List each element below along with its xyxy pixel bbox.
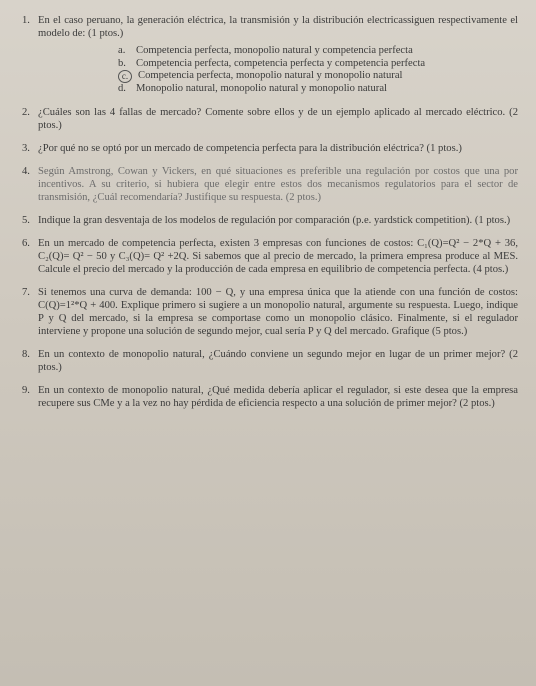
option-b: b. Competencia perfecta, competencia perfecta y competencia perfecta [118,57,426,69]
question-text: Si tenemos una curva de demanda: 100 − Q, y una empresa única que la atiende con una función de costos: C(Q)=1²*Q + 400. Explique primero si sugiere a un monopolio natural, argumente su respuesta. Luego, indique P y Q del mercado, si la empresa se comportase como un monopolio clásico. Finalmente, si el regulador interviene y propone una solución de segundo mejor, cual sería P y Q del mercado. Grafique (5 ptos.) [38,286,518,337]
question-3 [22,142,518,155]
question-text: En el caso peruano, la generación eléctrica, la transmisión y la distribución electricassiguen respectivamente el modelo de: (1 ptos.) [38,15,518,39]
question-number: 1. [22,15,30,26]
option-a: a. Competencia perfecta, monopolio natural y competencia perfecta [118,45,413,56]
question-number: 6. [22,237,30,249]
option-d: d. Monopolio natural, monopolio natural y monopolio natural [118,83,387,94]
question-6 [22,237,518,276]
question-number: 8. [22,348,30,360]
question-text: En un contexto de monopolio natural, ¿Qué medida debería aplicar el regulador, si este desea que la empresa recupere sus CMe y a la vez no hay pérdida de eficiencia respecto a una solución de primer mejor? (2 ptos.) [38,384,518,409]
question-number: 5. [22,214,30,226]
question-number: 9. [22,384,30,396]
question-2 [22,106,518,132]
question-1 [22,14,518,96]
question-7 [22,286,518,338]
question-text: Según Amstrong, Cowan y Vickers, en qué situaciones es preferible una regulación por costos que una por incentivos. A su criterio, si hubiera que elegir entre estos dos mecanismos regulatorios para el sector de transmisión, ¿Cuál recomendaría? Justifique su respuesta. (2 ptos.) [38,165,518,203]
question-number: 7. [22,286,30,298]
option-c-selected: c. Competencia perfecta, monopolio natural y monopolio natural [118,70,518,83]
question-text: Indique la gran desventaja de los modelos de regulación por comparación (p.e. yardstick competition). (1 ptos.) [38,214,511,226]
question-4 [22,165,518,204]
options-list [118,45,518,96]
question-number: 3. [22,142,30,154]
question-number: 4. [22,165,30,177]
question-5 [22,214,518,227]
question-8 [22,348,518,374]
question-9 [22,384,518,410]
selected-circle: c. [118,70,132,83]
question-text: En un contexto de monopolio natural, ¿Cuándo conviene un segundo mejor en lugar de un primer mejor? (2 ptos.) [38,348,518,373]
question-text: ¿Por qué no se optó por un mercado de competencia perfecta para la distribución eléctrica? (1 ptos.) [38,142,462,154]
question-text: En un mercado de competencia perfecta, existen 3 empresas con funciones de costos: C₁(Q)=Q² − 2*Q + 36, C₂(Q)= Q² − 50 y C₃(Q)= Q² +2Q. Si sabemos que al precio de mercado, la primera empresa produce al MES. Calcule el precio del mercado y la producción de cada empresa en equilibrio de competencia perfecta. (4 ptos.) [38,237,518,275]
question-text: ¿Cuáles son las 4 fallas de mercado? Comente sobre ellos y de un ejemplo aplicado al mercado eléctrico. (2 ptos.) [38,106,518,131]
question-number: 2. [22,106,30,118]
